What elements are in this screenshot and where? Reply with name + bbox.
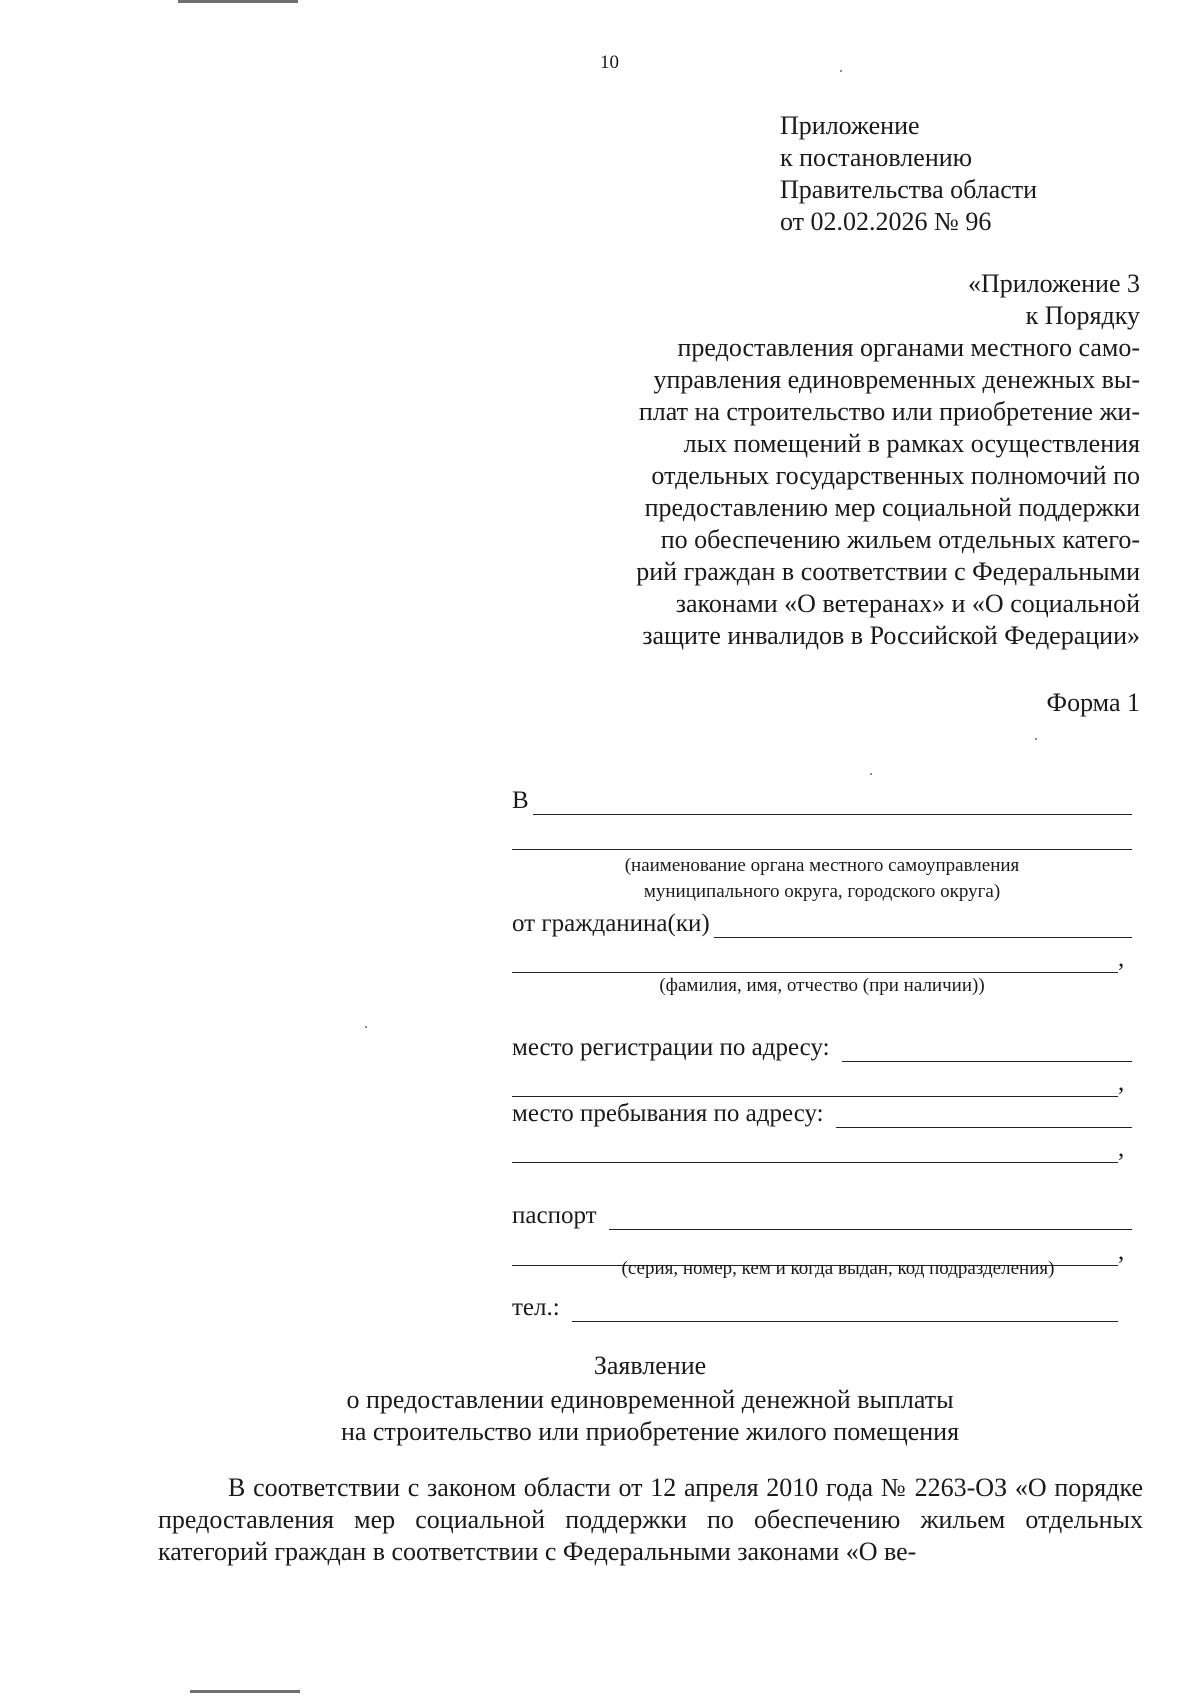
applicant-line-2[interactable]	[512, 948, 1118, 973]
approval-line: к постановлению	[780, 143, 973, 172]
page-number: 10	[600, 52, 619, 73]
annex-line: предоставлению мер социальной поддержки	[644, 493, 1140, 522]
applicant-line[interactable]	[714, 913, 1132, 938]
annex-line: предоставления органами местного само-	[677, 333, 1140, 362]
comma: ,	[1118, 1135, 1125, 1162]
recipient-field-continued[interactable]	[512, 820, 1132, 850]
recipient-field[interactable]	[512, 785, 1132, 815]
stay-line-2[interactable]	[512, 1138, 1118, 1163]
approval-block	[780, 110, 1037, 238]
annex-line: плат на строительство или приобретение жи-	[638, 397, 1140, 426]
stay-address-field[interactable]	[512, 1098, 1132, 1128]
annex-line: законами «О ветеранах» и «О социальной	[675, 589, 1140, 618]
statement-subtitle: о предоставлении единовременной денежной выплаты	[346, 1385, 954, 1414]
applicant-hint: (фамилия, имя, отчество (при наличии))	[659, 975, 985, 996]
annex-line: отдельных государственных полномочий по	[651, 461, 1140, 490]
approval-date: от 02.02.2026 № 96	[780, 207, 992, 236]
annex-line: к Порядку	[1025, 301, 1140, 330]
stay-line[interactable]	[836, 1103, 1132, 1128]
passport-label: паспорт	[512, 1202, 597, 1229]
registration-line-2[interactable]	[512, 1072, 1118, 1097]
statement-title: Заявление	[593, 1351, 707, 1380]
phone-label: тел.:	[512, 1294, 560, 1321]
comma: ,	[1118, 1238, 1125, 1265]
registration-line[interactable]	[842, 1037, 1132, 1062]
hint-line: (наименование органа местного самоуправления	[624, 855, 1020, 876]
body-paragraph: В соответствии с законом области от 12 апреля 2010 года № 2263-ОЗ «О порядке предоставления мер социальной поддержки по обеспечению жильем отдельных категорий граждан в соответствии с Федеральными законами «О ве-	[158, 1473, 1143, 1566]
annex-line: по обеспечению жильем отдельных катего-	[660, 525, 1140, 554]
recipient-line[interactable]	[533, 790, 1132, 815]
applicant-field[interactable]	[512, 908, 1132, 938]
scan-speck	[1035, 738, 1037, 740]
approval-line: Приложение	[780, 111, 920, 140]
form-label: Форма 1	[1046, 688, 1140, 717]
hint-line: муниципального округа, городского округа)	[643, 881, 1001, 902]
stay-label: место пребывания по адресу:	[512, 1100, 824, 1127]
registration-address-field[interactable]	[512, 1032, 1132, 1062]
comma: ,	[1118, 1069, 1125, 1096]
registration-address-continued[interactable]	[512, 1067, 1132, 1097]
recipient-hint	[512, 853, 1132, 905]
scan-artifact	[178, 0, 298, 3]
scan-speck	[365, 1026, 367, 1028]
phone-line[interactable]	[572, 1297, 1118, 1322]
annex-line: рий граждан в соответствии с Федеральными	[636, 557, 1140, 586]
annex-line: лых помещений в рамках осуществления	[683, 429, 1140, 458]
applicant-field-continued[interactable]	[512, 943, 1132, 973]
comma: ,	[1118, 945, 1125, 972]
passport-field[interactable]	[512, 1200, 1132, 1230]
approval-line: Правительства области	[780, 175, 1038, 204]
scan-artifact	[190, 1690, 300, 1693]
scan-speck	[840, 70, 842, 72]
passport-hint: (серия, номер, кем и когда выдан, код подразделения)	[621, 1258, 1055, 1279]
annex-line: «Приложение 3	[967, 269, 1140, 298]
annex-line: защите инвалидов в Российской Федерации»	[642, 621, 1140, 650]
passport-line[interactable]	[609, 1205, 1132, 1230]
recipient-line-2[interactable]	[512, 825, 1132, 850]
stay-address-continued[interactable]	[512, 1133, 1132, 1163]
registration-label: место регистрации по адресу:	[512, 1034, 830, 1061]
applicant-label: от гражданина(ки)	[512, 910, 710, 937]
statement-subtitle: на строительство или приобретение жилого помещения	[340, 1417, 960, 1446]
annex-line: управления единовременных денежных вы-	[653, 365, 1140, 394]
annex-block	[580, 268, 1140, 652]
recipient-prefix: В	[512, 787, 529, 814]
phone-field[interactable]	[512, 1292, 1132, 1322]
scan-speck	[870, 773, 872, 775]
